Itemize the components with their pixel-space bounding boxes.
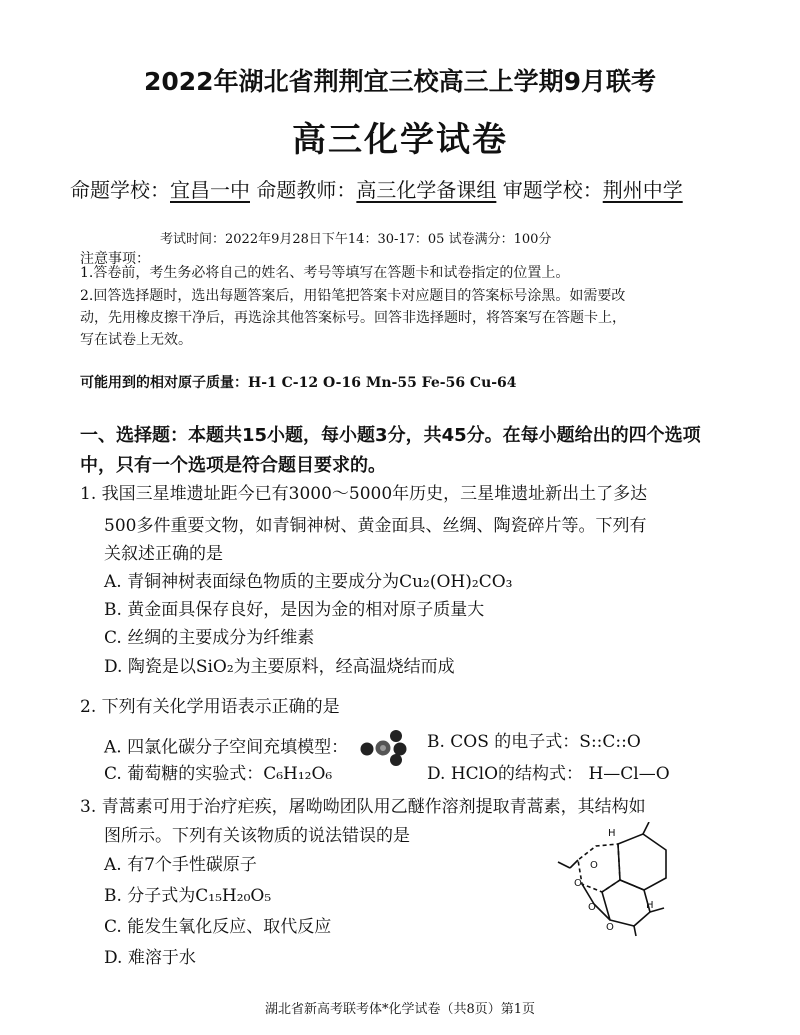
exam-meta (70, 174, 683, 203)
notice-item: 写在试卷上无效。 (80, 332, 192, 348)
exam-info: 考试时间：2022年9月28日下午14：30-17：05 试卷满分：100分 (160, 232, 552, 247)
question-2-stem: 2. 下列有关化学用语表示正确的是 (80, 697, 340, 717)
question-3-line: 图所示。下列有关该物质的说法错误的是 (104, 826, 410, 846)
question-1-option-d: D. 陶瓷是以SiO₂为主要原料，经高温烧结而成 (104, 657, 455, 677)
exam-title: 2022年湖北省荆荆宜三校高三上学期9月联考 (144, 67, 656, 96)
school-label: 命题学校： (70, 178, 170, 202)
question-1-option-c: C. 丝绸的主要成分为纤维素 (104, 628, 315, 648)
artemisinin-structure-diagram (548, 822, 678, 942)
page-footer: 湖北省新高考联考体*化学试卷（共8页）第1页 (264, 1002, 536, 1017)
svg-text:H: H (646, 900, 654, 911)
question-1-line: 500多件重要文物，如青铜神树、黄金面具、丝绸、陶瓷碎片等。下列有 (104, 516, 647, 536)
teacher-label: 命题教师： (256, 178, 357, 202)
teacher-value: 高三化学备课组 (356, 178, 497, 202)
atomic-masses: 可能用到的相对原子质量：H-1 C-12 O-16 Mn-55 Fe-56 Cu-64 (80, 375, 517, 391)
svg-text:O: O (588, 902, 596, 913)
svg-text:O: O (590, 860, 598, 871)
reviewer-label: 审题学校： (502, 178, 603, 202)
question-3-option-a: A. 有7个手性碳原子 (104, 855, 257, 875)
question-3-option-c: C. 能发生氧化反应、取代反应 (104, 917, 332, 937)
question-2-option-a-text: A. 四氯化碳分子空间充填模型： (104, 737, 349, 758)
question-1-option-b: B. 黄金面具保存良好，是因为金的相对原子质量大 (104, 600, 485, 620)
notice-item: 动，先用橡皮擦干净后，再选涂其他答案标号。回答非选择题时，将答案写在答题卡上， (80, 310, 626, 326)
svg-text:O: O (606, 922, 614, 933)
notice-title: 注意事项： (80, 251, 150, 267)
question-2-option-b: B. COS 的电子式：S::C::O (427, 732, 641, 752)
question-1-line: 关叙述正确的是 (104, 544, 223, 564)
paper-subtitle: 高三化学试卷 (292, 120, 508, 160)
question-2-option-c: C. 葡萄糖的实验式：C₆H₁₂O₆ (104, 764, 333, 784)
question-3-line: 3. 青蒿素可用于治疗疟疾，屠呦呦团队用乙醚作溶剂提取青蒿素，其结构如 (80, 797, 646, 817)
question-2-option-d: D. HClO的结构式： H—Cl—O (427, 764, 670, 784)
question-1-line: 1. 我国三星堆遗址距今已有3000～5000年历史，三星堆遗址新出土了多达 (80, 484, 648, 504)
question-3-option-d: D. 难溶于水 (104, 948, 196, 968)
notice-item: 2.回答选择题时，选出每题答案后，用铅笔把答案卡对应题目的答案标号涂黑。如需要改 (80, 288, 626, 304)
reviewer-value: 荆州中学 (602, 178, 683, 202)
section-heading: 一、选择题：本题共15小题，每小题3分，共45分。在每小题给出的四个选项 (80, 425, 701, 446)
svg-text:O: O (574, 878, 582, 889)
school-value: 宜昌一中 (170, 178, 250, 202)
svg-text:H: H (608, 828, 616, 839)
question-1-option-a: A. 青铜神树表面绿色物质的主要成分为Cu₂(OH)₂CO₃ (104, 572, 513, 592)
ccl4-space-filling-model-icon (358, 728, 408, 768)
notice-item: 1.答卷前，考生务必将自己的姓名、考号等填写在答题卡和试卷指定的位置上。 (80, 265, 570, 281)
section-heading-cont: 中，只有一个选项是符合题目要求的。 (80, 455, 386, 476)
question-3-option-b: B. 分子式为C₁₅H₂₀O₅ (104, 886, 272, 906)
